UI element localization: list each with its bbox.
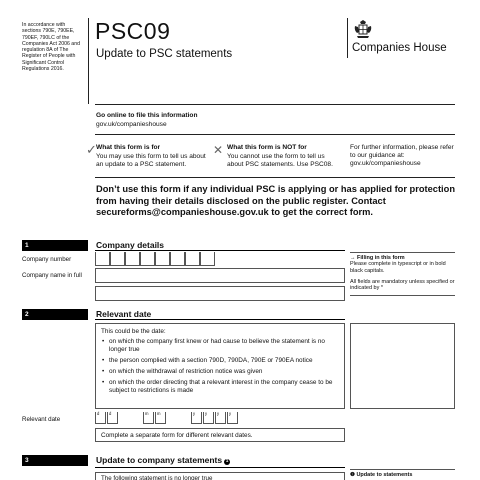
form-code: PSC09 [95, 18, 171, 44]
statement-box: The following statement is no longer true [95, 472, 345, 480]
guidance-intro: This could be the date: [101, 328, 166, 335]
online-rule [95, 134, 455, 135]
list-item: • on which the withdrawal of restriction notice was given [101, 368, 339, 376]
section-1-title: Company details [96, 240, 165, 250]
online-title: Go online to file this information [96, 112, 198, 119]
section-1-rule [95, 250, 345, 251]
company-number-cell[interactable] [185, 252, 200, 266]
online-url[interactable]: gov.uk/companieshouse [96, 121, 167, 128]
section-3-rule [95, 467, 345, 468]
company-number-cell[interactable] [170, 252, 185, 266]
company-number-label: Company number [22, 256, 72, 263]
date-placeholder: y [229, 411, 232, 416]
date-placeholder: d [97, 411, 100, 416]
sidebar-rule [350, 295, 455, 296]
logo-divider [347, 18, 348, 58]
section-2-title: Relevant date [96, 309, 152, 319]
date-cell-year[interactable] [191, 412, 202, 424]
sidebar-text-2: All fields are mandatory unless specified or indicated by * [350, 278, 455, 292]
relevant-date-label: Relevant date [22, 416, 61, 423]
section-2-rule [95, 319, 345, 320]
sidebar-title: → Filling in this form [350, 255, 405, 261]
company-name-field-line2[interactable] [95, 286, 345, 301]
company-number-cell[interactable] [125, 252, 140, 266]
brand-name: Companies House [352, 42, 447, 54]
date-placeholder: d [109, 411, 112, 416]
date-placeholder: y [205, 411, 208, 416]
section-2-number: 2 [22, 309, 88, 320]
sidebar-rule [350, 469, 455, 470]
list-item: • on which the company first knew or had cause to believe the statement is no longer true [101, 338, 339, 354]
section-3-sidebar [350, 469, 455, 478]
company-number-cell[interactable] [200, 252, 215, 266]
list-item: • the person complied with a section 790D, 790DA, 790E or 790EA notice [101, 357, 339, 365]
royal-crest-icon [353, 20, 373, 40]
section-3-title: Update to company statements [96, 455, 223, 465]
guidance-list [101, 338, 339, 395]
company-number-cell[interactable] [140, 252, 155, 266]
form-for-title: What this form is for [96, 144, 161, 151]
sidebar-rule [350, 252, 455, 253]
date-cell-month[interactable] [143, 412, 154, 424]
section-3-number: 3 [22, 455, 88, 466]
date-placeholder: m [157, 411, 161, 416]
sidebar-title: ❶ Update to statements [350, 472, 413, 478]
section-1-sidebar [350, 252, 455, 296]
date-cell-day[interactable] [107, 412, 118, 424]
date-placeholder: m [145, 411, 149, 416]
header-divider [88, 18, 89, 104]
warning-text: Don’t use this form if any individual PSC is applying or has applied for protection from having their details disclosed on the public register. Contact secureforms@companieshouse.gov.uk to get the correct form. [96, 184, 456, 217]
date-cell-day[interactable] [95, 412, 106, 424]
company-number-field[interactable] [95, 252, 225, 267]
sidebar-text-1: Please complete in typescript or in bold black capitals. [350, 261, 446, 274]
date-cell-year[interactable] [215, 412, 226, 424]
company-name-field-line1[interactable] [95, 268, 345, 283]
date-cell-month[interactable] [155, 412, 166, 424]
columns-rule [95, 177, 455, 178]
date-cell-year[interactable] [203, 412, 214, 424]
section-3-heading [96, 455, 230, 465]
date-cell-year[interactable] [227, 412, 238, 424]
relevant-date-guidance [95, 323, 345, 409]
company-name-label: Company name in full [22, 272, 82, 279]
date-placeholder: y [217, 411, 220, 416]
form-not-for-text: You cannot use the form to tell us about PSC statements. Use PSC08. [227, 153, 333, 169]
company-number-cell[interactable] [155, 252, 170, 266]
form-title: Update to PSC statements [96, 48, 233, 60]
cross-icon: ✕ [213, 143, 224, 157]
tick-icon: ✓ [86, 142, 97, 157]
header-rule [95, 104, 455, 105]
section-1-number: 1 [22, 240, 88, 251]
info-icon: 1 [225, 459, 229, 464]
separate-form-note: Complete a separate form for different relevant dates. [95, 428, 345, 442]
date-placeholder: y [193, 411, 196, 416]
form-for-text: You may use this form to tell us about an update to a PSC statement. [96, 153, 206, 169]
company-number-cell[interactable] [110, 252, 125, 266]
further-info-text: For further information, please refer to our guidance at: gov.uk/companieshouse [350, 144, 454, 168]
section-2-sidebar [350, 323, 455, 409]
company-number-cell[interactable] [95, 252, 110, 266]
list-item: • on which the order directing that a relevant interest in the company cease to be subject to restrictions is made [101, 379, 339, 395]
form-not-for-title: What this form is NOT for [227, 144, 307, 151]
legal-reference-text: In accordance with sections 790E, 790EE, 790EF, 790LC of the Companies Act 2006 and regulation 8A of The Register of People with Significant Control Regulations 2016. [22, 22, 80, 73]
